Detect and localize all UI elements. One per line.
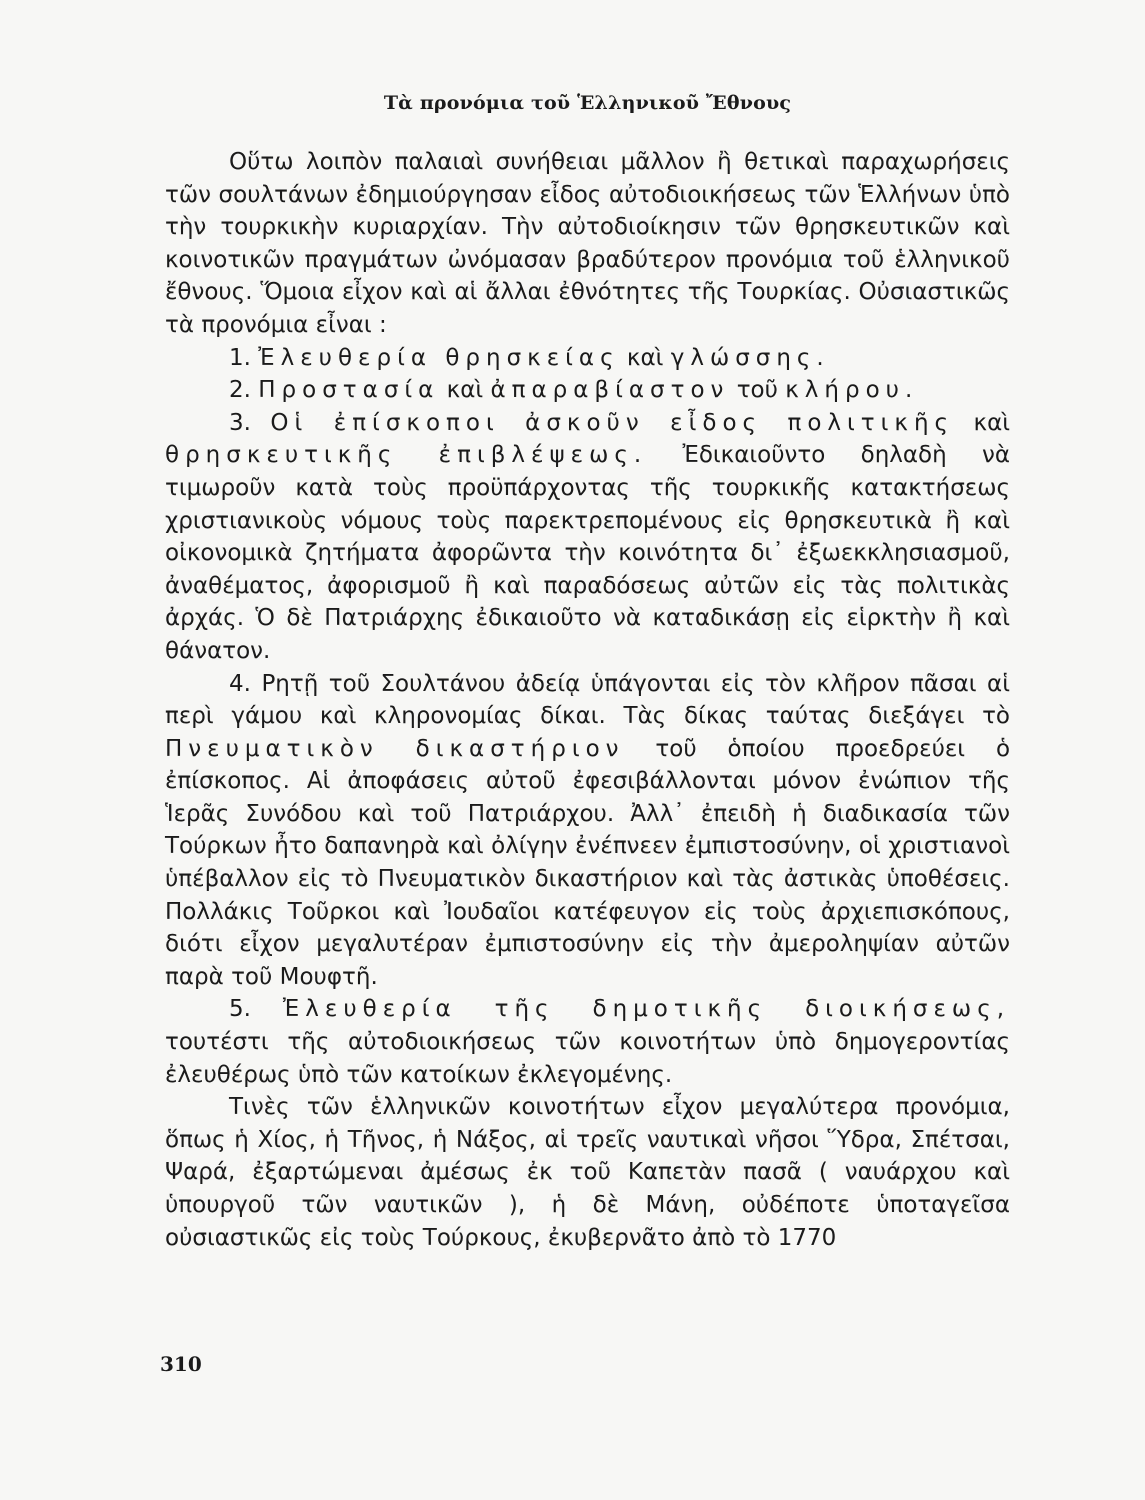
item-text: Ἐδικαιοῦντο δηλαδὴ νὰ τιμωροῦν κατὰ τοὺς προϋπάρχοντας τῆς τουρκικῆς κατακτήσεως χριστιανικοὺς νόμους τοὺς παρεκτρεπομένους εἰς θρησκευτικὰ ἢ καὶ οἰκονομικὰ ζητήματα ἀφορῶντα τὴν κοινότητα δι᾽ ἐξωεκκλησιασμοῦ, ἀναθέματος, ἀφορισμοῦ ἢ καὶ παραδόσεως αὐτῶν εἰς τὰς πολιτικὰς ἀρχάς. Ὁ δὲ Πατριάρχης ἐδικαιοῦτο νὰ καταδικάσῃ εἰς εἱρκτὴν ἢ καὶ θάνατον. <box>165 442 1011 664</box>
item-text: τοῦ <box>736 377 778 404</box>
spaced-text: κλήρου. <box>785 377 919 404</box>
intro-paragraph: Οὕτω λοιπὸν παλαιαὶ συνήθειαι μᾶλλον ἢ θετικαὶ παραχωρήσεις τῶν σουλτάνων ἐδημιούργησαν εἶδος αὐτοδιοικήσεως τῶν Ἑλλήνων ὑπὸ τὴν τουρκικὴν κυριαρχίαν. Τὴν αὐτοδιοίκησιν τῶν θρησκευτικῶν καὶ κοινοτικῶν πραγμάτων ὠνόμασαν βραδύτερον προνόμια τοῦ ἑλληνικοῦ ἔθνους. Ὅμοια εἶχον καὶ αἱ ἄλλαι ἐθνότητες τῆς Τουρκίας. Οὐσιαστικῶς τὰ προνόμια εἶναι : <box>165 149 1010 338</box>
spaced-text: Πνευματικὸν δικαστήριον <box>165 735 625 762</box>
item-1 <box>165 342 1010 375</box>
spaced-text: Οἱ ἐπίσκοποι ἀσκοῦν εἶδος πολιτικῆς <box>270 409 955 436</box>
item-number: 5. <box>229 996 251 1023</box>
body-text <box>165 146 1010 1254</box>
item-number: 2. <box>229 377 251 404</box>
item-text: τοῦ ὁποίου προεδρεύει ὁ ἐπίσκοπος. Αἱ ἀποφάσεις αὐτοῦ ἐφεσιβάλλονται μόνον ἐνώπιον τῆς Ἱερᾶς Συνόδου καὶ τοῦ Πατριάρχου. Ἀλλ᾽ ἐπειδὴ ἡ διαδικασία τῶν Τούρκων ἦτο δαπανηρὰ καὶ ὀλίγην ἐνέπνεεν ἐμπιστοσύνην, οἱ χριστιανοὶ ὑπέβαλλον εἰς τὸ Πνευματικὸν δικαστήριον καὶ τὰς ἀστικὰς ὑποθέσεις. Πολλάκις Τοῦρκοι καὶ Ἰουδαῖοι κατέφευγον εἰς τοὺς ἀρχιεπισκόπους, διότι εἶχον μεγαλυτέραν ἐμπιστοσύνην εἰς τὴν ἀμεροληψίαν αὐτῶν παρὰ τοῦ Μουφτῆ. <box>165 735 1011 990</box>
item-text: Ρητῇ τοῦ Σουλτάνου ἀδείᾳ ὑπάγονται εἰς τὸν κλῆρον πᾶσαι αἱ περὶ γάμου καὶ κληρονομίας δίκαι. Τὰς δίκας ταύτας διεξάγει τὸ <box>165 670 1011 730</box>
item-5 <box>165 993 1010 1091</box>
page-title: Τὰ προνόμια τοῦ Ἑλληνικοῦ Ἔθνους <box>383 92 792 114</box>
item-number: 1. <box>229 344 251 371</box>
spaced-text: γλώσσης. <box>670 344 830 371</box>
spaced-text: Ἐλευθερία τῆς δημοτικῆς διοικήσεως, <box>282 996 1010 1023</box>
spaced-text: θρησκευτικῆς ἐπιβλέψεως. <box>165 442 648 469</box>
page-number: 310 <box>160 1352 202 1376</box>
closing-paragraph: Τινὲς τῶν ἑλληνικῶν κοινοτήτων εἶχον μεγαλύτερα προνόμια, ὅπως ἡ Χίος, ἡ Τῆνος, ἡ Νάξος, αἱ τρεῖς ναυτικαὶ νῆσοι Ὕδρα, Σπέτσαι, Ψαρά, ἐξαρτώμεναι ἀμέσως ἐκ τοῦ Καπετὰν πασᾶ ( ναυάρχου καὶ ὑπουργοῦ τῶν ναυτικῶν ), ἡ δὲ Μάνη, οὐδέποτε ὑποταγεῖσα οὐσιαστικῶς εἰς τοὺς Τούρκους, ἐκυβερνᾶτο ἀπὸ τὸ 1770 <box>165 1094 1010 1251</box>
item-text: καὶ <box>973 409 1011 436</box>
item-number: 4. <box>229 670 251 697</box>
item-2 <box>165 374 1010 407</box>
item-3 <box>165 407 1010 668</box>
item-text: τουτέστι τῆς αὐτοδιοικήσεως τῶν κοινοτήτων ὑπὸ δημογεροντίας ἐλευθέρως ὑπὸ τῶν κατοίκων ἐκλεγομένης. <box>165 1029 1010 1088</box>
spaced-text: Προστασία <box>258 377 440 404</box>
page-content <box>165 92 1010 1254</box>
item-text: καὶ <box>626 344 664 371</box>
spaced-text: Ἐλευθερία θρησκείας <box>258 344 620 371</box>
spaced-text: ἀπαραβίαστον <box>490 377 730 404</box>
item-number: 3. <box>229 409 251 436</box>
item-text: καὶ <box>446 377 484 404</box>
item-4 <box>165 668 1010 994</box>
